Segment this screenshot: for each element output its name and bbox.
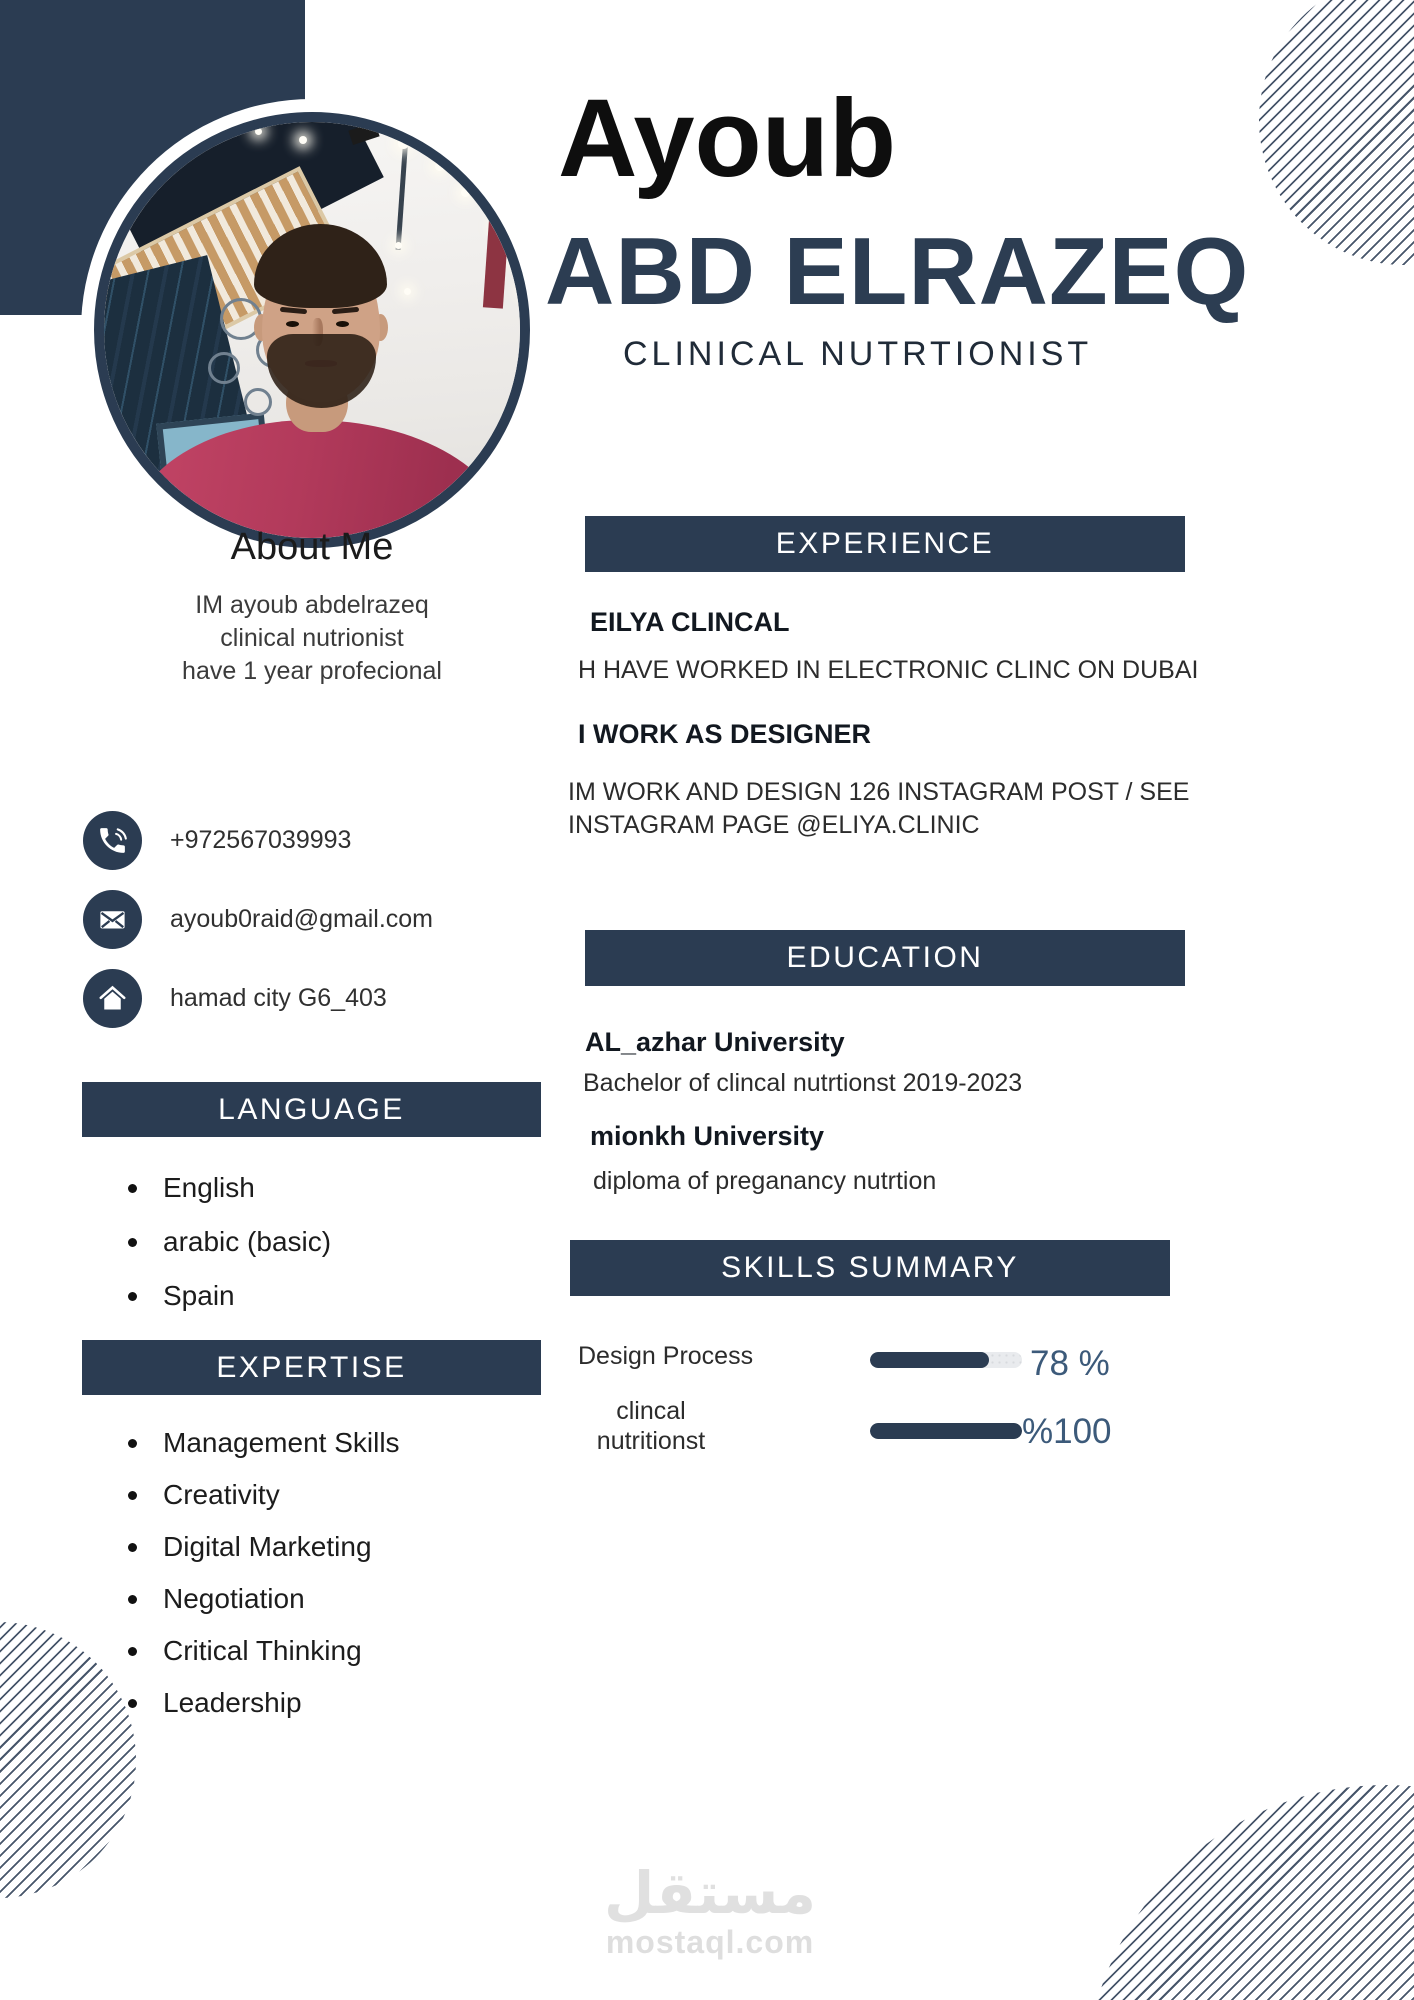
bullet-icon — [128, 1292, 137, 1301]
striped-circle-top-right — [1259, 0, 1414, 265]
experience-entry-title: EILYA CLINCAL — [590, 607, 790, 637]
education-section-header: EDUCATION — [585, 930, 1185, 986]
list-item — [128, 1573, 400, 1625]
profile-photo — [94, 112, 530, 548]
bullet-icon — [128, 1491, 137, 1500]
list-item — [128, 1521, 400, 1573]
expertise-item-label: Critical Thinking — [163, 1635, 362, 1666]
bullet-icon — [128, 1543, 137, 1552]
skills-section-header: SKILLS SUMMARY — [570, 1240, 1170, 1296]
bullet-icon — [128, 1699, 137, 1708]
skill-progress-fill — [870, 1352, 989, 1368]
experience-entry-title: I WORK AS DESIGNER — [578, 719, 872, 749]
role-title: CLINICAL NUTRTIONIST — [623, 335, 1093, 373]
bullet-icon — [128, 1439, 137, 1448]
language-list — [128, 1161, 331, 1323]
last-name: ABD ELRAZEQ — [545, 218, 1250, 325]
bullet-icon — [128, 1238, 137, 1247]
watermark-arabic: مستقل — [603, 1861, 817, 1926]
mail-icon — [83, 890, 142, 949]
education-degree: Bachelor of clincal nutrtionst 2019-2023 — [583, 1069, 1023, 1097]
home-icon — [83, 969, 142, 1028]
experience-entry-description: H HAVE WORKED IN ELECTRONIC CLINC ON DUBAI — [578, 656, 1199, 684]
list-item — [128, 1677, 400, 1729]
striped-circle-bottom-left — [0, 1622, 136, 1898]
expertise-item-label: Management Skills — [163, 1427, 400, 1458]
about-heading: About Me — [230, 526, 394, 568]
education-school: AL_azhar University — [585, 1027, 845, 1057]
expertise-section-header: EXPERTISE — [82, 1340, 541, 1395]
expertise-item-label: Negotiation — [163, 1583, 305, 1614]
watermark — [540, 1861, 880, 1961]
language-item-label: Spain — [163, 1280, 235, 1311]
phone-icon — [83, 811, 142, 870]
skill-label: Design Process — [578, 1342, 754, 1370]
expertise-item-label: Creativity — [163, 1479, 280, 1510]
language-item-label: English — [163, 1172, 255, 1203]
experience-entry-description: IM WORK AND DESIGN 126 INSTAGRAM POST / SEE INSTAGRAM PAGE @ELIYA.CLINIC — [568, 778, 1190, 839]
skill-percent: %100 — [1022, 1412, 1112, 1451]
expertise-item-label: Leadership — [163, 1687, 302, 1718]
email-address: ayoub0raid@gmail.com — [170, 904, 434, 933]
list-item — [128, 1215, 331, 1269]
about-line: have 1 year profecional — [182, 657, 442, 685]
skill-percent: 78 % — [1030, 1344, 1110, 1383]
experience-section-header: EXPERIENCE — [585, 516, 1185, 572]
contact-row-phone — [83, 810, 351, 870]
list-item — [128, 1469, 400, 1521]
list-item — [128, 1161, 331, 1215]
bullet-icon — [128, 1647, 137, 1656]
skill-progress-bar — [870, 1423, 1022, 1439]
expertise-item-label: Digital Marketing — [163, 1531, 372, 1562]
list-item — [128, 1269, 331, 1323]
language-item-label: arabic (basic) — [163, 1226, 332, 1257]
bullet-icon — [128, 1595, 137, 1604]
language-section-header: LANGUAGE — [82, 1082, 541, 1137]
list-item — [128, 1625, 400, 1677]
list-item — [128, 1417, 400, 1469]
watermark-site: mostaql.com — [605, 1924, 815, 1960]
address-text: hamad city G6_403 — [170, 983, 387, 1012]
about-line: clinical nutrionist — [220, 624, 404, 652]
bullet-icon — [128, 1184, 137, 1193]
contact-row-address — [83, 968, 387, 1028]
about-section — [112, 526, 512, 688]
first-name: Ayoub — [558, 77, 897, 200]
phone-number: +972567039993 — [170, 825, 352, 854]
education-school: mionkh University — [590, 1121, 825, 1151]
skill-progress-fill — [870, 1423, 1022, 1439]
striped-circle-bottom-right — [1085, 1785, 1414, 2000]
education-degree: diploma of preganancy nutrtion — [593, 1167, 937, 1195]
about-line: IM ayoub abdelrazeq — [195, 591, 429, 619]
expertise-list — [128, 1417, 400, 1729]
skill-progress-bar — [870, 1352, 1022, 1368]
contact-row-email — [83, 889, 433, 949]
skill-label: clincal nutritionst — [596, 1397, 706, 1455]
